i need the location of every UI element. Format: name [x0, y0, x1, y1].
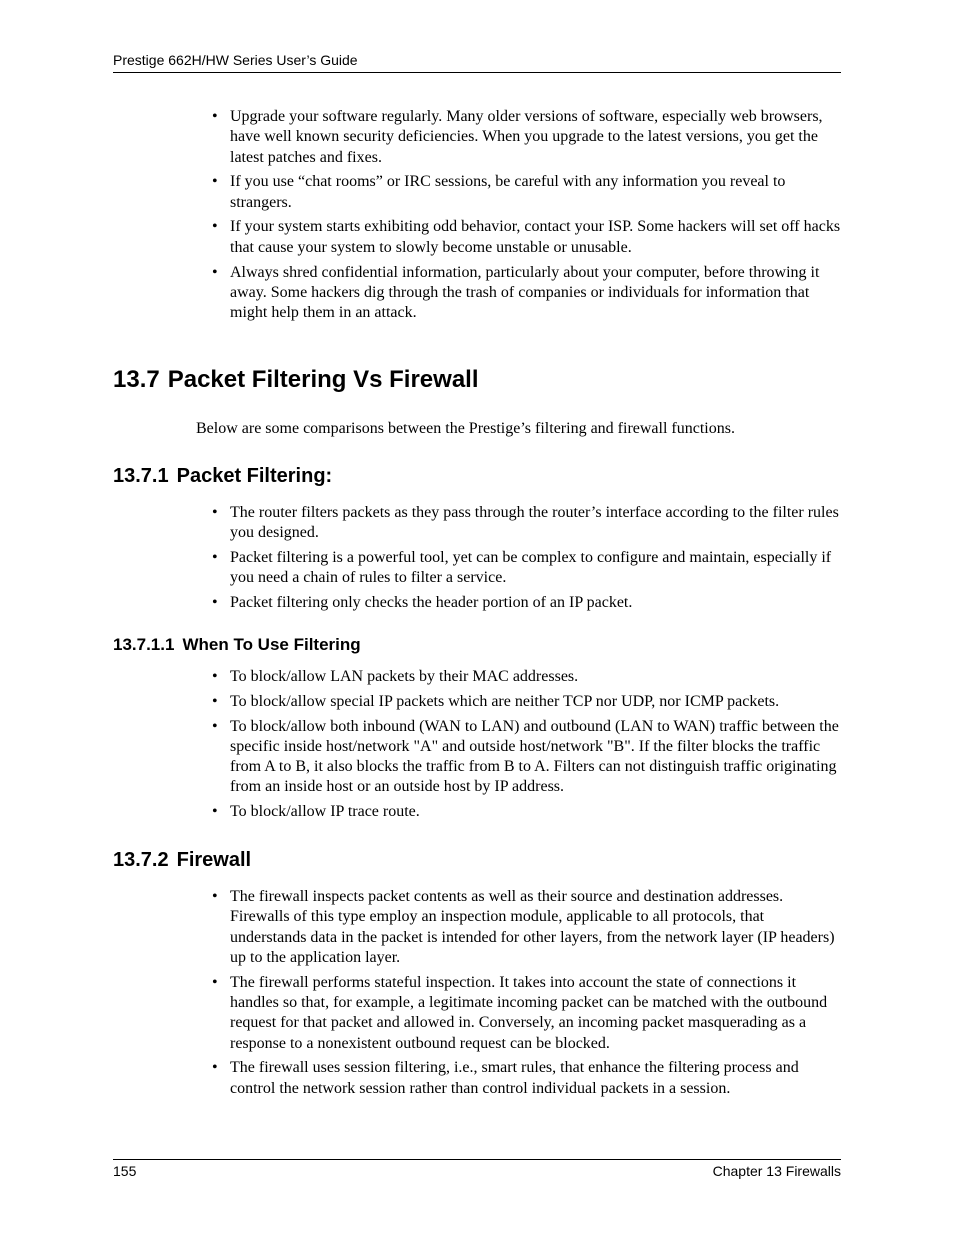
bullet-icon: •: [212, 692, 218, 710]
chapter-label: Chapter 13 Firewalls: [712, 1163, 841, 1179]
subsection-number: 13.7.1: [113, 465, 169, 487]
subsection-heading-packet-filtering: [113, 464, 332, 488]
list-item: • Packet filtering is a powerful tool, yet can be complex to configure and maintain, especially if you need a chain of rules to filter a service.: [212, 549, 832, 587]
subsection-number: 13.7.2: [113, 849, 169, 871]
list-item: • If your system starts exhibiting odd behavior, contact your ISP. Some hackers will set off hacks that cause your system to slowly become unstable or unusable.: [212, 218, 841, 256]
subsection-heading-firewall: [113, 848, 251, 872]
list-item: • To block/allow both inbound (WAN to LAN) and outbound (LAN to WAN) traffic between the specific inside host/network "A" and outside host/network "B". If the filter blocks the traffic from A to B, it also blocks the traffic from B to A. Filters can not distinguish traffic originating from an inside host or an outside host by IP address.: [212, 717, 839, 796]
firewall-bullet-list: [212, 887, 842, 1103]
page-number: 155: [113, 1163, 137, 1179]
bullet-icon: •: [212, 108, 218, 125]
list-item: • The firewall performs stateful inspection. It takes into account the state of connections it handles so that, for example, a legitimate incoming packet can be matched with the outbound request for that packet and allowed in. Conversely, an incoming packet masquerading as a response to a nonexistent outbound request can be blocked.: [212, 973, 828, 1052]
bullet-icon: •: [212, 549, 218, 567]
bullet-icon: •: [212, 504, 218, 521]
list-item: • To block/allow LAN packets by their MAC addresses.: [212, 667, 842, 687]
bullet-icon: •: [212, 668, 218, 685]
bullet-icon: •: [212, 803, 218, 821]
bullet-icon: •: [212, 973, 218, 991]
list-item: • The router filters packets as they pass through the router’s interface according to the filter rules you designed.: [212, 504, 839, 542]
bullet-icon: •: [212, 263, 218, 281]
bullet-icon: •: [212, 594, 218, 612]
subsubsection-number: 13.7.1.1: [113, 635, 175, 654]
list-item: • Packet filtering only checks the header portion of an IP packet.: [212, 593, 842, 613]
bullet-icon: •: [212, 218, 218, 236]
page-footer: [113, 1159, 841, 1179]
list-item: • Upgrade your software regularly. Many older versions of software, especially web browsers, have well known security deficiencies. When you upgrade to the latest versions, you get the latest patches and fixes.: [212, 108, 823, 166]
list-item: • Always shred confidential information, particularly about your computer, before throwing it away. Some hackers dig through the trash of companies or individuals for information that might help them in an attack.: [212, 263, 820, 322]
intro-bullet-list: [212, 107, 842, 328]
bullet-icon: •: [212, 173, 218, 191]
subsection-title: Packet Filtering:: [176, 465, 333, 487]
subsection-title: Firewall: [176, 849, 252, 871]
list-item: • The firewall uses session filtering, i.e., smart rules, that enhance the filtering process and control the network session rather than control individual packets in a session.: [212, 1059, 799, 1097]
list-item: • If you use “chat rooms” or IRC sessions, be careful with any information you reveal to strangers.: [212, 173, 786, 211]
bullet-icon: •: [212, 1059, 218, 1077]
section-title: Packet Filtering Vs Firewall: [167, 366, 479, 393]
bullet-icon: •: [212, 888, 218, 905]
subsubsection-title: When To Use Filtering: [182, 635, 361, 654]
bullet-icon: •: [212, 717, 218, 735]
document-title: Prestige 662H/HW Series User’s Guide: [113, 52, 358, 68]
list-item: • To block/allow special IP packets which are neither TCP nor UDP, nor ICMP packets.: [212, 692, 842, 712]
section-number: 13.7: [113, 366, 160, 393]
list-item: • To block/allow IP trace route.: [212, 802, 842, 822]
page-header: [113, 52, 841, 73]
packet-filtering-bullet-list: [212, 503, 842, 618]
subsubsection-heading-when-to-use: [113, 635, 361, 655]
section-intro: Below are some comparisons between the Prestige’s filtering and firewall functions.: [196, 420, 735, 437]
when-to-use-bullet-list: [212, 667, 842, 827]
list-item: • The firewall inspects packet contents as well as their source and destination addresses. Firewalls of this type employ an inspection module, applicable to all protocols, that understands data in the packet is intended for other layers, from the network layer (IP headers) up to the application layer.: [212, 888, 835, 966]
section-heading: [113, 365, 479, 395]
